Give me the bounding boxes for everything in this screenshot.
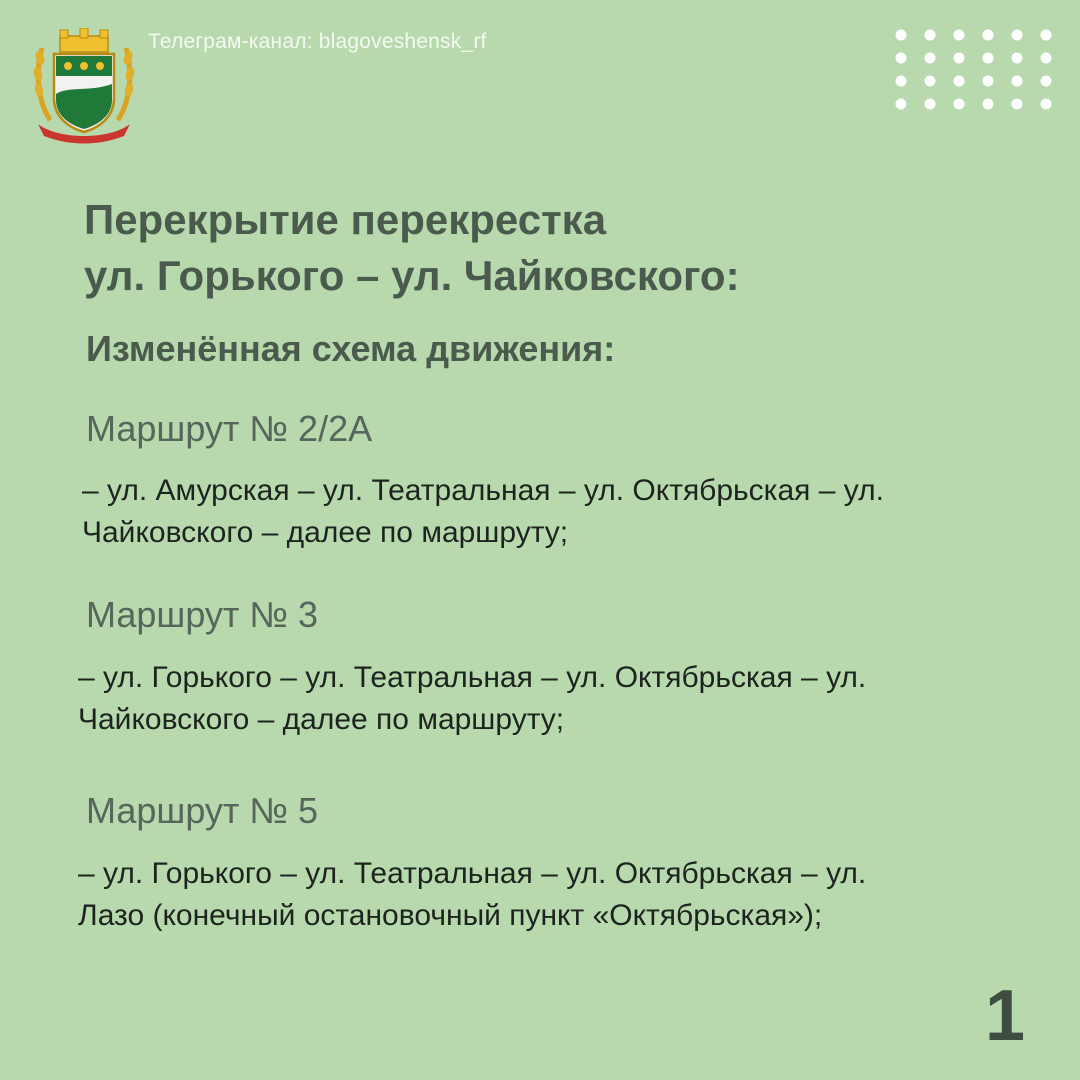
dot-grid-icon xyxy=(894,28,1054,114)
route-description xyxy=(78,657,1048,741)
route-description-line: Чайковского – далее по маршруту; xyxy=(82,516,569,549)
route-description-line: – ул. Горького – ул. Театральная – ул. Октябрьская – ул. xyxy=(78,661,867,694)
route-description-line: – ул. Амурская – ул. Театральная – ул. Октябрьская – ул. xyxy=(82,474,884,507)
title-line-1: Перекрытие перекрестка xyxy=(84,196,607,243)
route-heading: Маршрут № 2/2А xyxy=(86,408,373,449)
route-description xyxy=(82,470,1052,554)
route-description xyxy=(78,853,1048,937)
route-description-line: Лазо (конечный остановочный пункт «Октябрьская»); xyxy=(78,899,823,932)
page-number: 1 xyxy=(985,976,1026,1056)
title-line-2: ул. Горького – ул. Чайковского: xyxy=(84,252,740,299)
city-coat-of-arms-icon xyxy=(28,28,140,146)
route-heading: Маршрут № 3 xyxy=(86,594,319,635)
telegram-channel-label: Телеграм-канал: blagoveshensk_rf xyxy=(148,30,487,53)
page-title xyxy=(84,192,984,304)
route-description-line: Чайковского – далее по маршруту; xyxy=(78,703,565,736)
section-subtitle: Изменённая схема движения: xyxy=(86,328,616,369)
route-heading: Маршрут № 5 xyxy=(86,790,319,831)
route-description-line: – ул. Горького – ул. Театральная – ул. Октябрьская – ул. xyxy=(78,857,867,890)
